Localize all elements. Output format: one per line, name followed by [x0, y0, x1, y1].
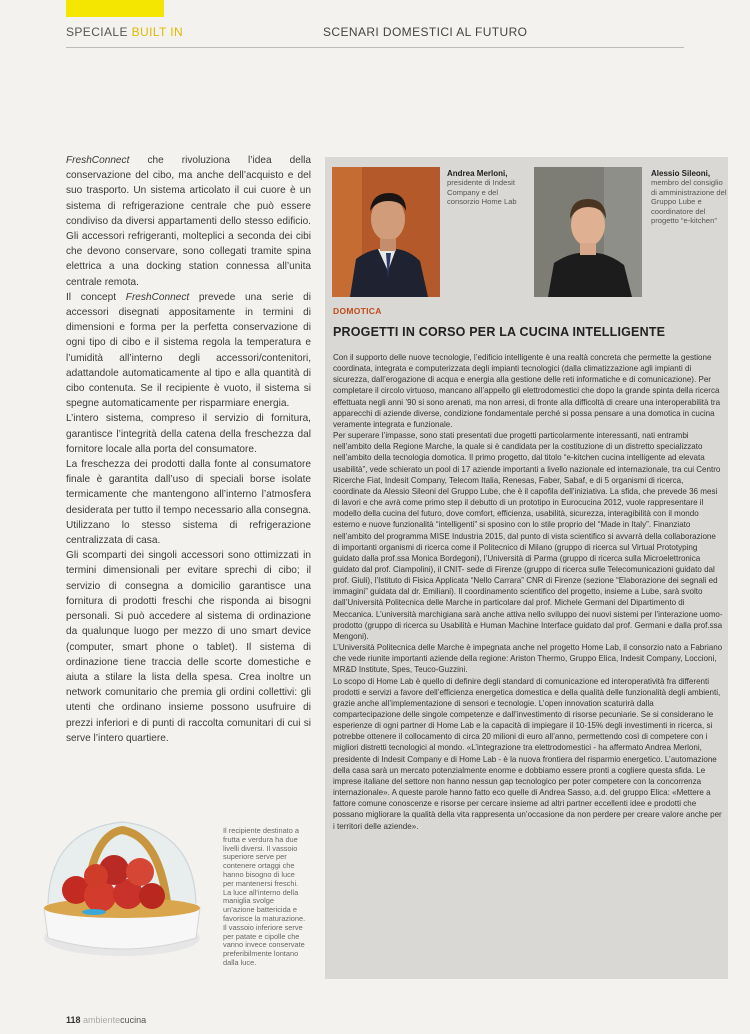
section-label: SPECIALE [66, 25, 128, 39]
article-body [66, 153, 311, 746]
article-paragraph: Gli scomparti dei singoli accessori sono ottimizzati in termini dimensionali per evitare sprechi di cibo; il servizio di consegna a domicilio garantisce una fornitura di prodotti freschi che risponda ai bisogni personali. Si può accedere al sistema di ordinazione da qualunque luogo per mezzo di uno smart device (computer, smart phone o tablet). Il sistema di ordinazione tiene traccia delle scorte domestiche e aiuta a stilare la lista della spesa. Crea inoltre un network comunitario che premia gli ordini collettivi: gli utenti che ordinano insieme possono usufruire di prezzi inferiori e di punti di raccolta comunitari di cui si serve l’intero quartiere. [66, 550, 311, 744]
paragraph-text: che rivoluziona l’idea della conservazione del cibo, ma anche dell’acquisto e del suo trasporto. Un sistema articolato il cui cuore è un sistema di refrigerazione centrale che può essere condiviso da diversi appartamenti dello stesso edificio. Gli accessori refrigeranti, molteplici a seconda dei cibi che devono conservare, sono collegati tramite spina elettrica a una docking station connessa all’unita centrale remota. [66, 155, 311, 288]
product-name: FreshConnect [66, 155, 130, 166]
portrait-andrea-merloni [332, 167, 440, 297]
article-paragraph [66, 153, 311, 290]
sidebar-text [333, 352, 723, 832]
person-role: presidente di Indesit Company e del consorzio Home Lab [447, 178, 517, 207]
sidebar-paragraph: Per superare l’impasse, sono stati presentati due progetti particolarmente interessanti, nati entrambi nell’ambito della Regione Marche, la quale si è candidata per la costituzione di un distretto specializzato nell’ambito della tecnologia domotica. Il primo progetto, dal titolo “e-kitchen cucina intelligente ad elevata usabilità”, vede schierato un pool di 17 aziende importanti a livello nazionale ed internazionale, tra cui Centro Ricerche Fiat, Indesit Company, Telecom Italia, Renesas, Faber, Sabaf, e di 5 organismi di ricerca, coordinate da Alessio Sileoni del Gruppo Lube, che è il capofila dell’iniziativa. La sfida, che prevede 36 mesi di lavori e che avrà come primo step il debutto di un prototipo in Eurocucina 2012, vuole rappresentare il modello della cucina del futuro, dove comfort, efficienza, usabilità, sicurezza, interagibilità con il mondo esterno e nuove funzionalità “intelligenti” si sposino con lo stile proprio del “Made in Italy”. Finanziato nell’ambito del programma MISE Industria 2015, dal punto di vista scientifico si avvarrà della collaborazione di importanti organismi di ricerca come il Politecnico di Milano (gruppo di ricerca sul Virtual Prototyping guidato dalla prof.ssa Monica Bordegoni), l’Università di Parma (gruppo di ricerca sulla Microelettronica guidato dal prof. Ciampolini), il CNIT- sede di Firenze (gruppo di ricerca sulle Telecomunicazioni guidato dal prof. Giuli), l’Istituto di Fisica Applicata “Nello Carrara” CNR di Firenze (sezione “Elaborazione dei segnali ed immagini” guidata dal dr. Emiliani). Il coordinamento scientifico del progetto, insieme a Lube, sarà svolto dall’Università Politecnica delle Marche in particolare dal prof. Michele Germani del Dipartimento di Meccanica. L’università marchigiana sarà anche attiva nello sviluppo dei nuovi sistemi per l’interazione uomo-prodotto (gruppo di ricerca su Usabilità e Human Machine Interface guidato dal prof. Germani e dalla prof.ssa Mengoni). [333, 431, 723, 641]
person-name: Alessio Sileoni, [651, 169, 711, 178]
magazine-name-ambiente: ambiente [83, 1015, 121, 1025]
sidebar-paragraph: L’Università Politecnica delle Marche è impegnata anche nel progetto Home Lab, il consorzio nato a Fabriano che vede riunite importanti aziende della regione: Ariston Thermo, Gruppo Elica, Indesit Company, Loccioni, MR&D Institute, Spes, Teuco-Guzzini. [333, 643, 723, 675]
article-paragraph: La freschezza dei prodotti dalla fonte al consumatore finale è garantita dall’uso di speciali borse isolate termicamente che mantengono all’interno l’atmosfera desiderata per tutto il tempo necessario alla consegna. Utilizzano lo stesso sistema di refrigerazione centralizzata di casa. [66, 459, 311, 547]
page-footer [66, 1015, 146, 1025]
sidebar-kicker: DOMOTICA [333, 306, 382, 316]
product-image-fruit-basket [30, 800, 210, 970]
article-paragraph: L’intero sistema, compreso il servizio di fornitura, garantisce l’integrità della catena della freschezza dal fornitore locale alla porta del consumatore. [66, 413, 311, 455]
portrait-alessio-sileoni [534, 167, 642, 297]
person-name: Andrea Merloni, [447, 169, 508, 178]
caption-alessio-sileoni [651, 169, 729, 225]
product-name: FreshConnect [125, 291, 190, 303]
article-paragraph [66, 290, 311, 412]
section-color-tab [66, 0, 164, 17]
paragraph-text: Il concept [66, 291, 126, 303]
caption-andrea-merloni [447, 169, 527, 207]
sidebar-paragraph: Con il supporto delle nuove tecnologie, l’edificio intelligente è una realtà concreta che permette la gestione coordinata, integrata e computerizzata degli impianti tecnologici (dalla climatizzazione agli impianti di sicurezza, dall’erogazione di acqua e energia alla gestione delle reti informatiche e di comunicazione). Per completare il circolo virtuoso, mancano all’appello gli elettrodomestici che dopo la grande spinta della ricerca effettuata negli anni ’90 si sono arenati, ma non arresi, di fronte alla difficoltà di creare una interoperabilità tra apparecchi di aziende diverse, condizione fondamentale perché si possa pensare a una domotica in cucina veramente integrata e funzionale. [333, 353, 721, 429]
paragraph-text: prevede una serie di accessori disegnati appositamente in termini di dimensioni e forma per la perfetta conservazione di ogni tipo di cibo e il sistema regola la temperatura e l’umidità all’interno degli accessori/contenitori, adattandole automaticamente al tipo e alla quantità di cibo contenuta. Se il recipiente è vuoto, il sistema si spegne automaticamente per risparmiare energia. [66, 291, 311, 410]
topic-header: SCENARI DOMESTICI AL FUTURO [323, 25, 528, 39]
product-caption: Il recipiente destinato a frutta e verdura ha due livelli diversi. Il vassoio superiore serve per contenere ortaggi che hanno bisogno di luce per mantenersi freschi. La luce all’interno della maniglia svolge un’azione battericida e favorisce la maturazione. Il vassoio inferiore serve per patate e cipolle che vanno invece conservate preferibilmente lontano dalla luce. [223, 826, 306, 967]
magazine-name-cucina: cucina [120, 1015, 147, 1025]
header-divider [66, 47, 684, 48]
sidebar-paragraph: Lo scopo di Home Lab è quello di definire degli standard di comunicazione ed interoperatività fra differenti prodotti e servizi a favore dell’efficienza energetica domestica e della qualità delle funzionalità degli ambienti, grazie anche all’implementazione di sensori e tecnologie. L’open innovation scaturirà dalla compartecipazione delle singole competenze e dall’investimento di risorse pecuniarie. Se si considerano le esperienze di ogni partner di Home Lab e la capacità di impiegare il 10-15% degli investimenti in ricerca, si potrebbe ottenere il collocamento di circa 20 milioni di euro all’anno, permettendo così di competere con i migliori distretti tecnologici al mondo. «L’integrazione tra elettrodomestici - ha affermato Andrea Merloni, presidente di Indesit Company e di Home Lab - è la nuova frontiera del risparmio energetico. L’automazione della casa sarà un mercato potenzialmente enorme e dobbiamo essere pronti a cogliere questa sfida. Le imprese italiane del settore non hanno nessun gap tecnologico per poter competere con la concorrenza internazionale». A queste parole hanno fatto eco quelle di Andrea Sasso, a.d. del gruppo Elica: «Mettere a fattore comune conoscenze e risorse per cercare insieme ad altri partner eccellenti idee e prodotti che possano migliorare la qualità della vita rappresenta un’occasione da non perdere per creare valore anche per i territori delle aziende». [333, 676, 722, 831]
portrait-illustration [332, 167, 440, 297]
fruit-basket-illustration [30, 800, 210, 970]
section-header [66, 25, 183, 39]
person-role: membro del consiglio di amministrazione del Gruppo Lube e coordinatore del progetto “e-kitchen” [651, 178, 727, 226]
sidebar-title: PROGETTI IN CORSO PER LA CUCINA INTELLIGENTE [333, 325, 666, 339]
section-accent-label: BUILT IN [131, 25, 184, 39]
portrait-illustration [534, 167, 642, 297]
page-number: 118 [66, 1015, 81, 1025]
